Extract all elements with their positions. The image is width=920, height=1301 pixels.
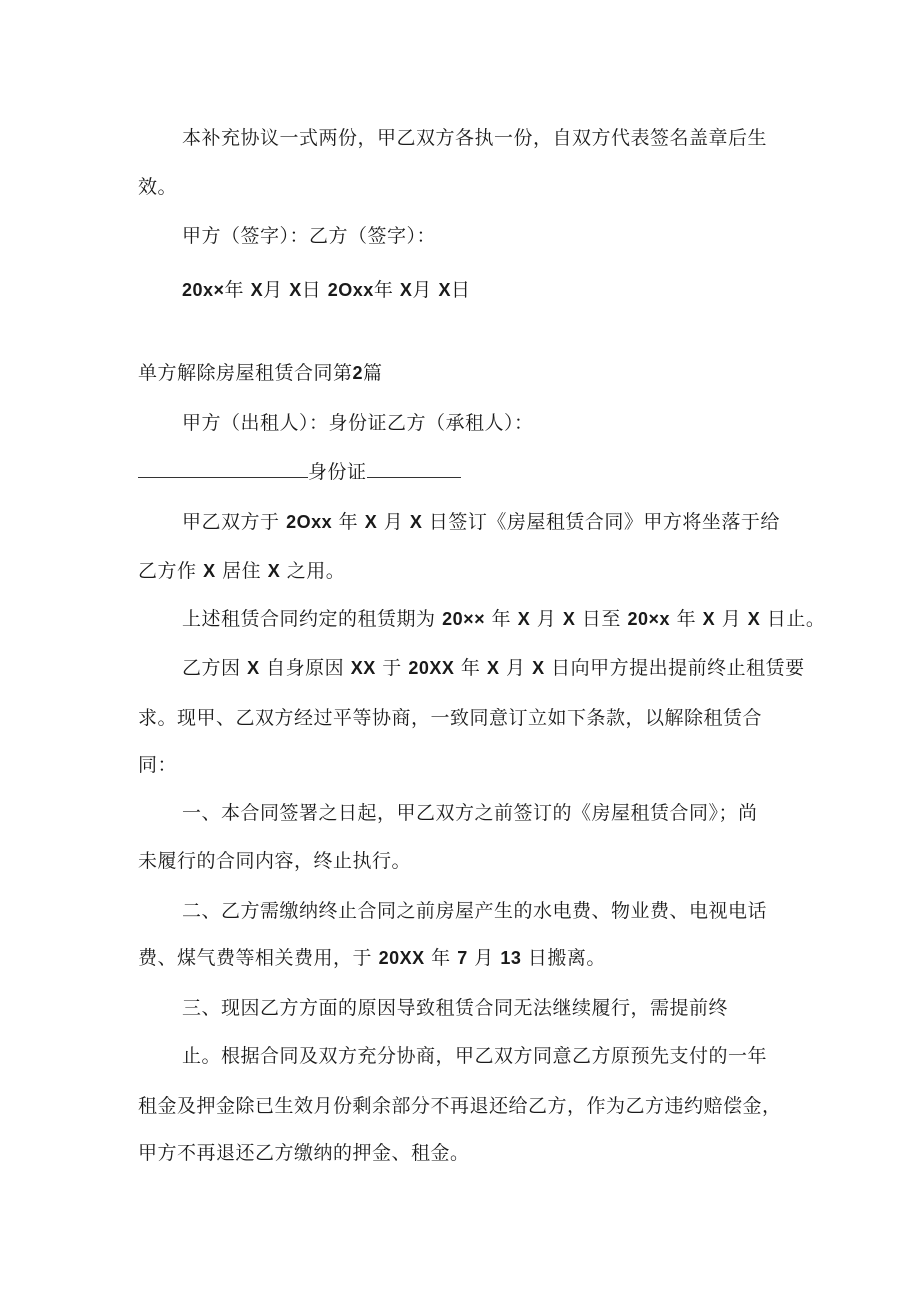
- year: 20XX: [378, 948, 425, 968]
- date-day-1: X: [289, 280, 302, 300]
- day: X: [409, 512, 423, 532]
- clause-3-line3: 租金及押金除已生效月份剩余部分不再退还给乙方，作为乙方违约赔偿金，: [138, 1095, 782, 1117]
- clause-3-line2: 止。根据合同及双方充分协商，甲乙双方同意乙方原预先支付的一年: [182, 1045, 768, 1067]
- parties-line: 甲方（出租人）：身份证乙方（承租人）：: [182, 412, 534, 434]
- text: 年: [676, 608, 697, 630]
- text: 居住: [222, 560, 262, 582]
- text: 月: [536, 608, 557, 630]
- day: X: [532, 658, 545, 678]
- paragraph-termination-request-line3: 同：: [138, 754, 178, 776]
- year: 20××: [442, 609, 486, 629]
- month: X: [364, 512, 378, 532]
- clause-3-line1: 三、现因乙方方面的原因导致租赁合同无法继续履行，需提前终: [182, 997, 729, 1019]
- text: 于: [382, 657, 402, 679]
- text: 费、煤气费等相关费用，于: [138, 947, 373, 969]
- text: 年: [491, 608, 512, 630]
- date-text: 年: [224, 279, 245, 301]
- date-text: 月: [412, 279, 432, 301]
- text: 日向甲方提出提前终止租赁要: [551, 657, 805, 679]
- date-day-2: X: [438, 280, 451, 300]
- paragraph-termination-request-line1: [182, 656, 805, 680]
- text: 甲乙双方于: [182, 511, 280, 533]
- paragraph-effectiveness-line1: 本补充协议一式两份，甲乙双方各执一份，自双方代表签名盖章后生: [182, 127, 768, 149]
- date-year-1: 20x×: [182, 280, 225, 300]
- date-month-1: X: [250, 280, 264, 300]
- heading-number: 2: [352, 363, 364, 383]
- text: 日签订《房屋租赁合同》甲方将坐落于给: [428, 511, 780, 533]
- text: 之用。: [286, 560, 346, 582]
- text: 上述租赁合同约定的租赁期为: [182, 608, 436, 630]
- placeholder-x: X: [203, 561, 216, 581]
- text: 日搬离。: [527, 947, 606, 969]
- text: 年: [431, 947, 451, 969]
- id-label: 身份证: [308, 461, 367, 483]
- text: 月: [506, 657, 526, 679]
- heading-suffix: 篇: [363, 362, 383, 384]
- paragraph-term: [182, 607, 825, 631]
- date-month-2: X: [399, 280, 413, 300]
- year: 2Oxx: [286, 512, 333, 532]
- text: 月: [721, 608, 742, 630]
- section-heading: [138, 361, 383, 385]
- blank-underline: [138, 459, 308, 478]
- month: 7: [457, 948, 468, 968]
- paragraph-termination-request-line2: 求。现甲、乙双方经过平等协商，一致同意订立如下条款，以解除租赁合: [138, 707, 763, 729]
- month: X: [486, 658, 500, 678]
- clause-2-line1: 二、乙方需缴纳终止合同之前房屋产生的水电费、物业费、电视电话: [182, 900, 768, 922]
- year: 20×x: [627, 609, 671, 629]
- date-text: 月: [263, 279, 283, 301]
- clause-3-line4: 甲方不再退还乙方缴纳的押金、租金。: [138, 1142, 470, 1164]
- text: 月: [383, 511, 404, 533]
- text: 年: [338, 511, 359, 533]
- id-line: [138, 459, 461, 484]
- date-year-2: 2Oxx: [327, 280, 374, 300]
- year: 20XX: [408, 658, 455, 678]
- day: X: [747, 609, 761, 629]
- text: 乙方因: [182, 657, 241, 679]
- text: 日至: [581, 608, 621, 630]
- date-line: [182, 278, 470, 302]
- heading-text: 单方解除房屋租赁合同第: [138, 362, 353, 384]
- text: 乙方作: [138, 560, 197, 582]
- placeholder-x: X: [267, 561, 281, 581]
- date-text: 日: [301, 279, 322, 301]
- clause-1-line2: 未履行的合同内容，终止执行。: [138, 850, 412, 872]
- day: 13: [500, 948, 522, 968]
- text: 月: [474, 947, 494, 969]
- placeholder-x: XX: [350, 658, 376, 678]
- clause-1-line1: 一、本合同签署之日起，甲乙双方之前签订的《房屋租赁合同》；尚: [182, 802, 758, 824]
- text: 年: [460, 657, 481, 679]
- placeholder-x: X: [247, 658, 260, 678]
- date-text: 日: [450, 279, 471, 301]
- paragraph-signing-line2: [138, 559, 345, 583]
- day: X: [562, 609, 576, 629]
- month: X: [517, 609, 531, 629]
- month: X: [702, 609, 716, 629]
- text: 日止。: [766, 608, 826, 630]
- paragraph-effectiveness-line2: 效。: [138, 176, 178, 198]
- clause-2-line2: [138, 946, 606, 970]
- blank-underline: [367, 459, 461, 478]
- paragraph-signing-line1: [182, 510, 780, 534]
- signature-line: 甲方（签字）：乙方（签字）：: [182, 225, 437, 247]
- date-text: 年: [373, 279, 394, 301]
- text: 自身原因: [266, 657, 345, 679]
